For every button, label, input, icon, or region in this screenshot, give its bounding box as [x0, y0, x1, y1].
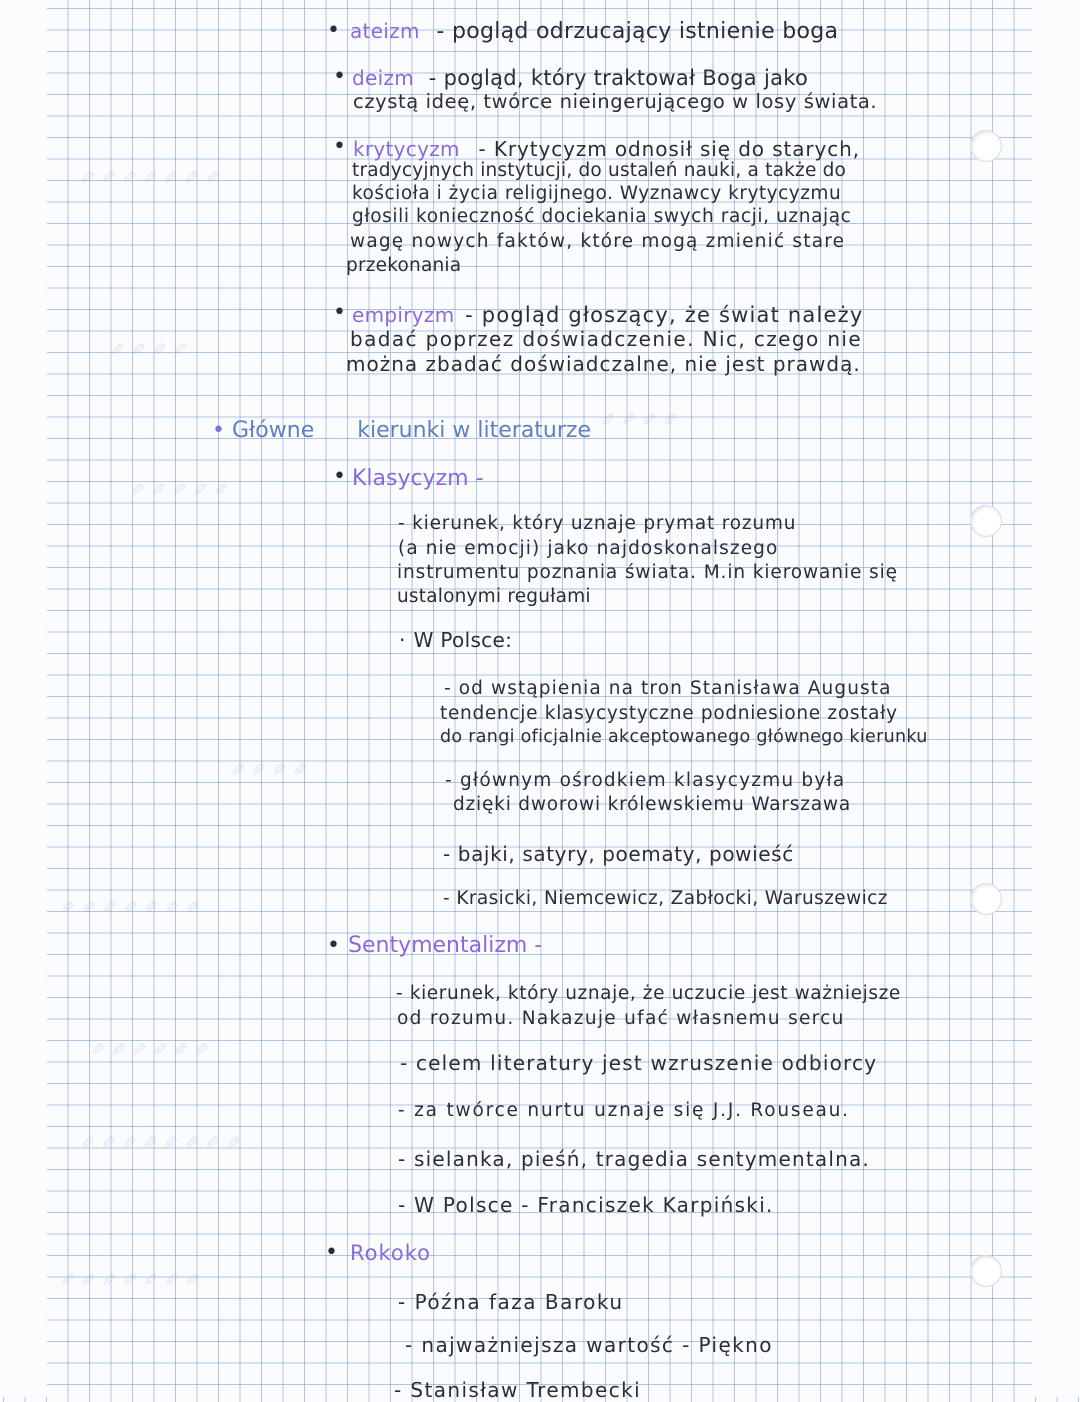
bullet: • — [333, 300, 346, 325]
klasycyzm-desc: - kierunek, który uznaje prymat rozumu — [398, 513, 797, 534]
klasycyzm-desc: instrumentu poznania świata. M.in kierowanie się — [397, 562, 898, 583]
rokoko-point: - Stanisław Trembecki — [394, 1378, 642, 1402]
definition-text: - pogląd głoszący, że świat należy — [465, 303, 864, 327]
sentymentalizm-point: - za twórce nurtu uznaje się J.J. Rouseau. — [398, 1100, 850, 1121]
bullet: • — [327, 18, 340, 43]
rokoko-point: - Późna faza Baroku — [398, 1290, 624, 1314]
definition-text: można zbadać doświadczalne, nie jest prawdą. — [346, 352, 861, 376]
w-polsce-text: W Polsce: — [413, 628, 513, 652]
definition-text: głosili konieczność dociekania swych racji, uznając — [352, 206, 852, 227]
binder-hole-4 — [970, 1255, 1002, 1287]
definition-text: - pogląd, który traktował Boga jako — [428, 66, 809, 90]
sentymentalizm-point: - celem literatury jest wzruszenie odbiorcy — [400, 1051, 878, 1075]
klasycyzm-point: do rangi oficjalnie akceptowanego głównego kierunku — [440, 727, 928, 747]
definition-text: czystą ideę, twórce nieingerującego w losy świata. — [353, 90, 878, 113]
sentymentalizm-point: - kierunek, który uznaje, że uczucie jest ważniejsze — [396, 983, 901, 1004]
w-polsce-label: · W Polsce: — [399, 628, 513, 652]
term-empiryzm: empiryzm — [352, 303, 455, 327]
definition-text: tradycyjnych instytucji, do ustaleń nauki, a także do — [352, 160, 847, 181]
definition-ateizm — [350, 21, 838, 43]
bullet: • — [333, 464, 346, 489]
sentymentalizm-point: - W Polsce - Franciszek Karpiński. — [398, 1193, 774, 1217]
definition-text: - pogląd odrzucający istnienie boga — [436, 19, 839, 44]
klasycyzm-point: - głównym ośrodkiem klasycyzmu była — [445, 770, 846, 791]
term-deizm: deizm — [352, 66, 415, 90]
bullet: • — [212, 418, 225, 443]
klasycyzm-point: - bajki, satyry, poematy, powieść — [443, 842, 794, 866]
rokoko-title: Rokoko — [350, 1241, 432, 1265]
klasycyzm-desc: ustalonymi regułami — [397, 586, 591, 607]
term-ateizm: ateizm — [350, 19, 420, 43]
klasycyzm-desc: (a nie emocji) jako najdoskonalszego — [398, 538, 779, 559]
definition-deizm — [352, 68, 808, 89]
paper-right-margin — [1032, 0, 1080, 1397]
sentymentalizm-point: - sielanka, pieśń, tragedia sentymentalna. — [398, 1147, 870, 1171]
definition-text: przekonania — [346, 255, 462, 276]
rokoko-point: - najważniejsza wartość - Piękno — [405, 1333, 773, 1357]
definition-krytycyzm — [353, 139, 860, 159]
definition-text: - Krytycyzm odnosił się do starych, — [478, 137, 861, 161]
binder-hole-2 — [970, 505, 1002, 537]
binder-hole-3 — [970, 883, 1002, 915]
bullet: • — [327, 933, 340, 958]
bullet: • — [325, 1240, 338, 1265]
heading-rest: kierunki w literaturze — [357, 418, 591, 443]
definition-text: kościoła i życia religijnego. Wyznawcy krytycyzmu — [352, 183, 842, 204]
sentymentalizm-point: od rozumu. Nakazuje ufać własnemu sercu — [397, 1008, 845, 1029]
sentymentalizm-title: Sentymentalizm - — [348, 933, 543, 958]
klasycyzm-point: tendencje klasycystyczne podniesione zostały — [440, 703, 898, 724]
klasycyzm-point: dzięki dworowi królewskiemu Warszawa — [453, 794, 851, 815]
definition-text: badać poprzez doświadczenie. Nic, czego nie — [350, 327, 863, 351]
binder-hole-1 — [970, 130, 1002, 162]
klasycyzm-title: Klasycyzm - — [352, 466, 484, 491]
bullet: • — [333, 134, 346, 159]
definition-text: wagę nowych faktów, które mogą zmienić stare — [350, 231, 846, 252]
term-krytycyzm: krytycyzm — [353, 137, 460, 161]
klasycyzm-point: - Krasicki, Niemcewicz, Zabłocki, Waruszewicz — [443, 888, 888, 909]
definition-empiryzm — [352, 305, 863, 326]
paper-left-margin — [0, 0, 47, 1397]
heading-word: Główne — [232, 418, 315, 443]
bullet: • — [333, 64, 346, 89]
klasycyzm-point: - od wstąpienia na tron Stanisława Augusta — [444, 678, 892, 699]
section-heading — [232, 420, 591, 442]
